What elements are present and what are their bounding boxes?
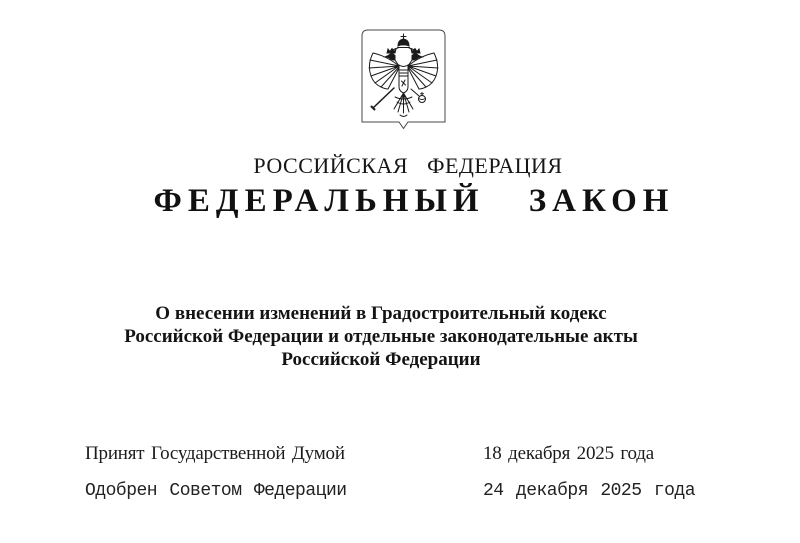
law-title-line-2: Российской Федерации и отдельные законодательные акты [124,326,638,347]
duma-adoption-row [0,443,800,467]
council-approval-date: 24 декабря 2025 года [483,481,696,501]
document-type-heading: ФЕДЕРАЛЬНЫЙ ЗАКОН [153,183,675,219]
law-title-line-3: Российской Федерации [281,349,481,370]
russia-coat-of-arms-icon [361,29,446,130]
duma-adoption-date: 18 декабря 2025 года [483,443,655,464]
country-heading: РОССИЙСКАЯ ФЕДЕРАЦИЯ [253,153,563,178]
law-title [0,302,781,371]
council-approval-label: Одобрен Советом Федерации [85,481,347,501]
law-title-line-1: О внесении изменений в Градостроительный кодекс [155,303,607,324]
council-approval-row [0,481,800,505]
duma-adoption-label: Принят Государственной Думой [85,443,345,464]
